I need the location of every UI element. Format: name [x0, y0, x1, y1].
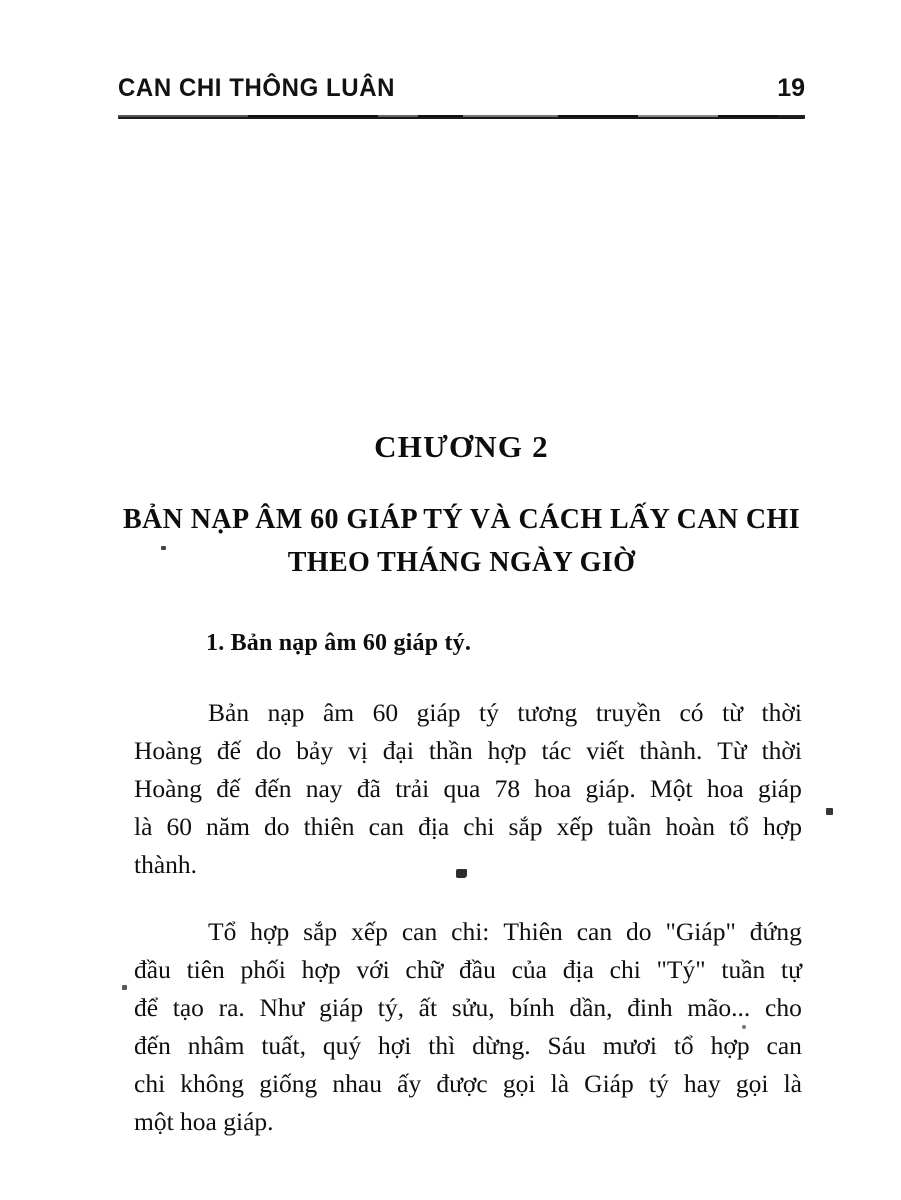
scan-speck: [161, 546, 166, 550]
running-head-title: CAN CHI THÔNG LUÂN: [118, 74, 396, 102]
word: đã: [356, 774, 381, 803]
word: nay: [305, 774, 343, 803]
word: chi: [609, 955, 641, 984]
word: chi: [134, 1069, 166, 1098]
word: sắp: [508, 812, 543, 841]
word: nhâm: [187, 1031, 245, 1060]
word: tý: [479, 698, 499, 727]
word: ấy: [397, 1069, 422, 1098]
word: Như: [259, 993, 305, 1022]
paragraph-2: [134, 913, 802, 1141]
word: tý: [648, 1069, 669, 1098]
word: không: [180, 1069, 245, 1098]
word: Hoàng: [134, 774, 202, 803]
word: mươi: [602, 1031, 657, 1060]
word: của: [511, 955, 547, 984]
word: hợp: [301, 955, 341, 984]
word: Thiên: [503, 917, 563, 946]
word: năm: [206, 812, 250, 841]
word: phối: [240, 955, 286, 984]
word: vị: [348, 736, 368, 765]
word: mão...: [687, 993, 751, 1022]
word: hoa: [706, 774, 744, 803]
paragraph-2-line-1: [134, 913, 802, 951]
word: "Tý": [656, 955, 706, 984]
word: giống: [259, 1069, 318, 1098]
paragraph-1-line-2: [134, 732, 802, 770]
word: can: [368, 812, 405, 841]
word: can: [576, 917, 613, 946]
paragraph-1-line-1: [134, 694, 802, 732]
paragraph-1-line-5: thành.: [134, 850, 198, 879]
page-number: 19: [777, 74, 805, 102]
word: bính: [509, 993, 555, 1022]
word: truyền: [595, 698, 661, 727]
word: Tổ: [208, 917, 237, 946]
word: do: [255, 736, 282, 765]
line-text: [208, 913, 802, 951]
word: từ: [722, 698, 743, 727]
word: can: [401, 917, 438, 946]
word: dần,: [569, 993, 613, 1022]
word: gọi: [735, 1069, 769, 1098]
word: Sáu: [547, 1031, 586, 1060]
word: đứng: [749, 917, 802, 946]
word: hợp: [250, 917, 290, 946]
word: dừng.: [472, 1031, 531, 1060]
word: thì: [428, 1031, 456, 1060]
word: là: [134, 812, 153, 841]
word: đầu: [134, 955, 171, 984]
scan-speck: [122, 985, 127, 990]
word: thiên: [303, 812, 355, 841]
chapter-number: CHƯƠNG 2: [374, 429, 549, 464]
word: với: [356, 955, 390, 984]
word: giáp.: [585, 774, 636, 803]
paragraph-1-line-4: [134, 808, 802, 846]
word: tổ: [729, 812, 749, 841]
line-text: [134, 808, 802, 846]
word: nạp: [267, 698, 305, 727]
word: hợi: [378, 1031, 412, 1060]
word: là: [550, 1069, 570, 1098]
word: can: [766, 1031, 802, 1060]
paragraph-2-line-6: một hoa giáp.: [134, 1107, 274, 1136]
word: địa: [418, 812, 450, 841]
word: thành.: [639, 736, 703, 765]
word: Từ: [717, 736, 747, 765]
word: đầu: [459, 955, 496, 984]
word: đế: [216, 736, 241, 765]
word: cho: [765, 993, 802, 1022]
word: hoa: [534, 774, 572, 803]
line-text: [208, 694, 802, 732]
word: quý: [322, 1031, 362, 1060]
word: bảy: [296, 736, 334, 765]
chapter-title: [118, 498, 805, 585]
body-text-column: [134, 694, 802, 1141]
word: tuần: [607, 812, 652, 841]
word: tý,: [377, 993, 404, 1022]
scan-speck: [826, 808, 833, 815]
word: giáp: [416, 698, 461, 727]
word: để: [134, 993, 159, 1022]
word: 60: [166, 812, 192, 841]
header-rule: [118, 115, 805, 119]
word: xếp: [556, 812, 594, 841]
word: địa: [562, 955, 594, 984]
word: nhau: [332, 1069, 382, 1098]
paragraph-1-line-3: [134, 770, 802, 808]
chapter-heading-block: [118, 430, 805, 585]
scan-speck: [456, 869, 467, 878]
word: giáp: [757, 774, 802, 803]
line-text: [134, 951, 802, 989]
word: Một: [650, 774, 693, 803]
word: chữ: [405, 955, 444, 984]
line-text: [134, 1065, 802, 1103]
line-text: [134, 732, 802, 770]
word: đến: [254, 774, 292, 803]
word: viết: [586, 736, 625, 765]
word: thời: [761, 736, 802, 765]
word: chi: [463, 812, 495, 841]
word: tổ: [673, 1031, 694, 1060]
word: đinh: [627, 993, 673, 1022]
word: xếp: [351, 917, 388, 946]
word: 78: [494, 774, 521, 803]
word: đại: [382, 736, 414, 765]
word: tạo: [172, 993, 204, 1022]
word: trải: [395, 774, 430, 803]
word: thời: [761, 698, 802, 727]
word: 60: [372, 698, 399, 727]
word: tự: [781, 955, 802, 984]
word: Giáp: [584, 1069, 634, 1098]
word: qua: [443, 774, 481, 803]
word: tương: [517, 698, 578, 727]
word: là: [783, 1069, 802, 1098]
word: đến: [134, 1031, 171, 1060]
line-text: [134, 770, 802, 808]
word: có: [679, 698, 704, 727]
paragraph-2-line-3: [134, 989, 802, 1027]
word: sắp: [303, 917, 338, 946]
word: hoàn: [665, 812, 716, 841]
word: tuần: [721, 955, 766, 984]
chapter-title-line-1: BẢN NẠP ÂM 60 GIÁP TÝ VÀ CÁCH LẤY CAN CHI: [122, 504, 801, 536]
word: Hoàng: [134, 736, 202, 765]
word: tuất,: [261, 1031, 306, 1060]
word: "Giáp": [665, 917, 736, 946]
word: ra.: [218, 993, 245, 1022]
word: sửu,: [451, 993, 495, 1022]
word: do: [264, 812, 290, 841]
word: hợp: [487, 736, 527, 765]
word: hợp: [710, 1031, 750, 1060]
word: ất: [418, 993, 438, 1022]
word: đế: [216, 774, 241, 803]
line-text: [134, 1027, 802, 1065]
word: âm: [322, 698, 355, 727]
paragraph-2-line-2: [134, 951, 802, 989]
word: hay: [683, 1069, 721, 1098]
paragraph-2-line-5: [134, 1065, 802, 1103]
word: được: [436, 1069, 488, 1098]
paragraph-2-line-4: [134, 1027, 802, 1065]
word: thần: [428, 736, 473, 765]
section-heading: 1. Bản nạp âm 60 giáp tý.: [206, 630, 472, 656]
paragraph-1: [134, 694, 802, 884]
chapter-title-line-2: THEO THÁNG NGÀY GIỜ: [287, 547, 636, 579]
word: chi:: [451, 917, 490, 946]
word: do: [626, 917, 652, 946]
line-text: [134, 989, 802, 1027]
word: giáp: [319, 993, 364, 1022]
word: tiên: [186, 955, 225, 984]
running-head: [118, 76, 805, 110]
word: tác: [541, 736, 572, 765]
scan-speck: [742, 1025, 746, 1029]
word: Bản: [208, 698, 250, 727]
word: hợp: [762, 812, 802, 841]
word: gọi: [502, 1069, 536, 1098]
